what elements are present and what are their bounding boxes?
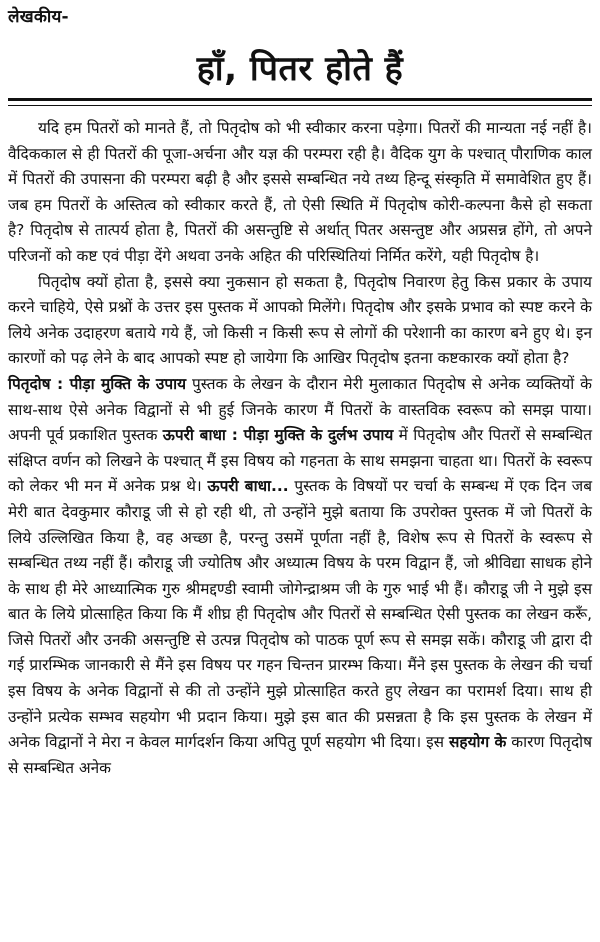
paragraph-3-part-a: पुस्तक के लेखन के दौरान मेरी मुलाकात पितृदोष से अनेक व्यक्तियों के साथ-साथ ऐसे अनेक विद्वानों से भी हुई जिनके कारण मैं पितरों के वास्तविक स्वरूप को समझ पाया। अपनी पूर्व प्रकाशित पुस्तक <box>8 374 592 445</box>
emphasis-inline: सहयोग के <box>449 733 507 752</box>
paragraph-3-part-b: में पितृदोष और पितरों से सम्बन्धित संक्षिप्त वर्णन को लिखने के पश्चात् मैं इस विषय को गहनता के साथ समझना चाहता था। पितरों के स्वरूप को लेकर भी मन में अनेक प्रश्न थे। <box>8 426 592 496</box>
book-title-inline-2: ऊपरी बाधा : पीड़ा मुक्ति के दुर्लभ उपाय <box>162 426 394 445</box>
title-divider <box>8 98 592 106</box>
book-title-inline-3: ऊपरी बाधा... <box>207 477 289 496</box>
paragraph-2: पितृदोष क्यों होता है, इससे क्या नुकसान हो सकता है, पितृदोष निवारण हेतु किस प्रकार के उपाय करने चाहिये, ऐसे प्रश्नों के उत्तर इस पुस्तक में आपको मिलेंगे। पितृदोष और इसके प्रभाव को स्पष्ट करने के लिये अनेक उदाहरण बताये गये हैं, जो किसी न किसी रूप से लोगों की परेशानी का कारण बने हुए थे। इन कारणों को पढ़ लेने के बाद आपको स्पष्ट हो जायेगा कि आखिर पितृदोष इतना कष्टकारक क्यों होता है? <box>8 272 592 368</box>
paragraph-3-part-d: कारण पितृदोष से सम्बन्धित अनेक <box>8 733 592 777</box>
page-title: हाँ, पितर होते हैं <box>196 49 404 89</box>
body-text <box>8 116 592 781</box>
section-label: लेखकीय- <box>8 7 69 27</box>
paragraph-1: यदि हम पितरों को मानते हैं, तो पितृदोष को भी स्वीकार करना पड़ेगा। पितरों की मान्यता नई नहीं है। वैदिककाल से ही पितरों की पूजा-अर्चना और यज्ञ की परम्परा रही है। वैदिक युग के पश्चात् पौराणिक काल में पितरों की उपासना की परम्परा बढ़ी है और इससे सम्बन्धित नये तथ्य हिन्दू संस्कृति में समावेशित हुए हैं। जब हम पितरों के अस्तित्व को स्वीकार करते हैं, तो ऐसी स्थिति में पितृदोष कोरी-कल्पना कैसे हो सकता है? पितृदोष से तात्पर्य होता है, पितरों की असन्तुष्टि से अर्थात् पितर असन्तुष्ट और अप्रसन्न होंगे, तो अपने परिजनों को कष्ट एवं पीड़ा देंगे अथवा उनके अहित की परिस्थितियां निर्मित करेंगे, यही पितृदोष है। <box>8 119 592 265</box>
paragraph-3 <box>8 372 592 782</box>
book-title-inline: पितृदोष : पीड़ा मुक्ति के उपाय <box>8 374 187 393</box>
paragraph-3-part-c: पुस्तक के विषयों पर चर्चा के सम्बन्ध में एक दिन जब मेरी बात देवकुमार कौराडू जी से हो रही थी, तो उन्होंने मुझे बताया कि उपरोक्त पुस्तक में जो पितरों के लिये उल्लिखित किया है, वह अच्छा है, परन्तु उसमें पूर्णता नहीं है, विशेष रूप से पितरों के स्वरूप से सम्बन्धित तथ्य नहीं हैं। कौराडू जी ज्योतिष और अध्यात्म विषय के परम विद्वान हैं, जो श्रीविद्या साधक होने के साथ ही मेरे आध्यात्मिक गुरु श्रीमद्दण्डी स्वामी जोगेन्द्राश्रम जी के गुरु भाई भी हैं। कौराडू जी ने मुझे इस बात के लिये प्रोत्साहित किया कि मैं शीघ्र ही पितृदोष और पितरों से सम्बन्धित ऐसी पुस्तक का लेखन करूँ, जिसे पितरों और उनकी असन्तुष्टि से उत्पन्न पितृदोष को पाठक पूर्ण रूप से समझ सकें। कौराडू जी द्वारा दी गई प्रारम्भिक जानकारी से मैंने इस विषय पर गहन चिन्तन प्रारम्भ किया। मैंने इस पुस्तक के लेखन की चर्चा इस विषय के अनेक विद्वानों से की तो उन्होंने मुझे प्रोत्साहित करते हुए लेखन का परामर्श दिया। साथ ही उन्होंने प्रत्येक सम्भव सहयोग भी प्रदान किया। मुझे इस बात की प्रसन्नता है कि इस पुस्तक के लेखन में अनेक विद्वानों ने मेरा न केवल मार्गदर्शन किया अपितु पूर्ण सहयोग भी दिया। इस <box>8 477 592 752</box>
